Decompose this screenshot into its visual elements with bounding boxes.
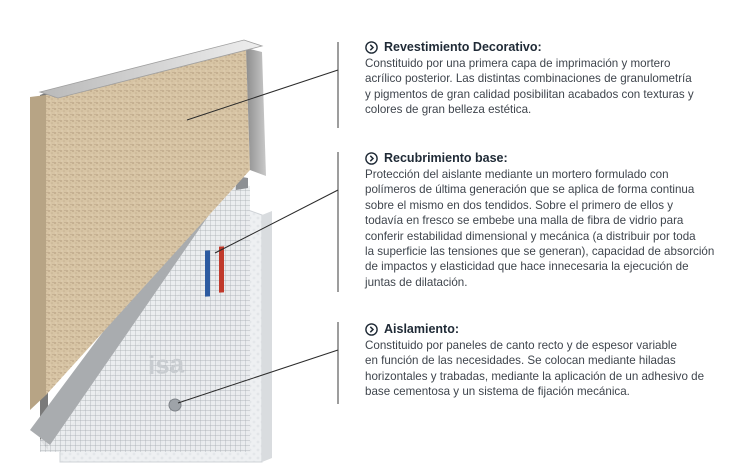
body-line: la superficie las tensiones que se generan), capacidad de absorción (365, 245, 715, 259)
callout-aislamiento (365, 322, 737, 400)
chevron-right-circle-icon (365, 152, 378, 165)
body-line: acrílico posterior. Las distintas combinaciones de granulometría (365, 72, 692, 86)
body-line: horizontales y trabadas, mediante la aplicación de un adhesivo de (365, 369, 705, 383)
body-line: polímeros de última generación que se aplica de forma continua (365, 183, 695, 197)
board-marking-red (219, 246, 224, 292)
body-line: Constituido por paneles de canto recto y de espesor variable (365, 339, 677, 352)
body-line: y pigmentos de gran calidad posibilitan acabados con texturas y (365, 87, 694, 101)
body-line: colores de gran belleza estética. (365, 103, 532, 117)
callout-body (365, 338, 737, 400)
body-line: base cementosa y un sistema de fijación mecánica. (365, 385, 630, 399)
callout-recubrimiento-base (365, 151, 737, 290)
body-line: Constituido por una primera capa de imprimación y mortero (365, 57, 671, 70)
callout-title: Revestimiento Decorativo: (384, 40, 542, 54)
brand-fragment: isa (148, 348, 185, 381)
body-line: sobre el mismo en dos tendidos. Sobre el primero de ellos y (365, 198, 674, 212)
callout-revestimiento-decorativo (365, 40, 737, 118)
chevron-right-circle-icon (365, 41, 378, 54)
mechanical-fixing (169, 399, 181, 411)
body-line: conferir estabilidad dimensional y mecánica (a distribuir por toda (365, 229, 696, 243)
board-marking-blue (205, 250, 210, 296)
chevron-right-circle-icon (365, 323, 378, 336)
callout-title: Aislamiento: (384, 322, 460, 336)
body-line: todavía en fresco se embebe una malla de fibra de vidrio para (365, 214, 684, 228)
callout-body (365, 167, 737, 290)
body-line: juntas de dilatación. (365, 275, 468, 289)
callout-body (365, 56, 737, 118)
callout-title: Recubrimiento base: (384, 151, 508, 165)
body-line: Protección del aislante mediante un mortero formulado con (365, 168, 669, 181)
body-line: de impactos y elasticidad que hace innecesaria la ejecución de (365, 260, 689, 274)
body-line: en función de las necesidades. Se colocan mediante hiladas (365, 354, 676, 368)
